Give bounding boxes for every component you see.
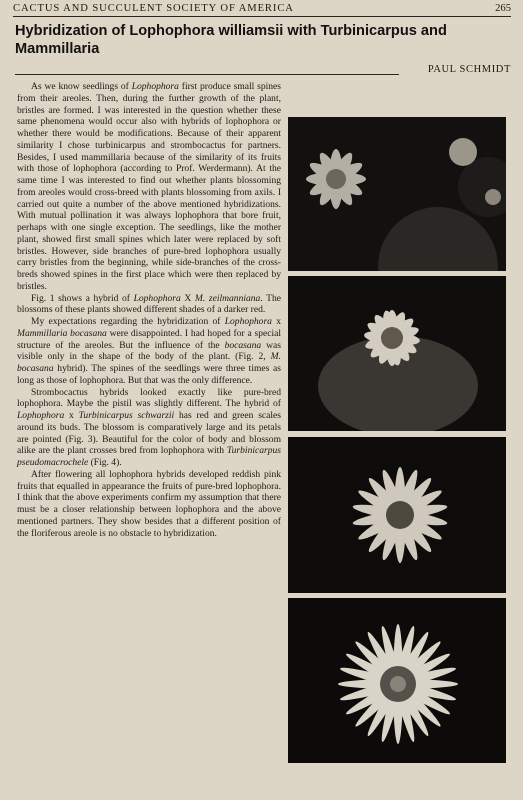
body-paragraph (17, 81, 281, 293)
italic-term: Mammillaria bocasana (17, 327, 107, 339)
header-rule (13, 16, 511, 17)
text-run: X (180, 292, 195, 304)
italic-term: Lophophora (224, 316, 272, 327)
italic-term: Lophophora (17, 410, 65, 421)
text-run: was visible only in the shape of the body of the plant. (Fig. 2, (17, 339, 282, 363)
flower-photo-1 (288, 117, 506, 271)
author-rule (15, 74, 399, 75)
article-body (17, 81, 281, 539)
text-run: x (271, 316, 281, 327)
text-run: . The blossoms of these plants showed different shades of a darker red. (17, 292, 281, 316)
text-run: Strombocactus hybrids looked exactly like pure-bred lophophora. Maybe the pistil was slightly different. The hybrid of (17, 386, 281, 410)
text-run: x (64, 410, 79, 421)
running-header (13, 3, 511, 15)
italic-term: M. zeilmanniana (194, 292, 261, 304)
text-run: As we know seedlings of (31, 81, 132, 92)
journal-name: CACTUS AND SUCCULENT SOCIETY OF AMERICA (13, 3, 294, 14)
italic-term: Turbinicarpus schwarzii (78, 410, 175, 421)
italic-term: M. bocasana (17, 351, 281, 374)
page-number: 265 (495, 3, 511, 14)
text-run: hybrid). The spines of the seedlings were three times as long as those of lophophora. But that was the only difference. (17, 363, 281, 386)
figure-3-photo (288, 437, 506, 593)
flower-photo-3 (288, 437, 506, 593)
italic-term: bocasana (224, 339, 262, 351)
italic-term: Turbinicarpus pseudomacrochele (17, 445, 281, 468)
flower-photo-4 (288, 598, 506, 763)
figure-1-photo (288, 117, 506, 271)
text-run: My expectations regarding the hybridization of (31, 316, 225, 327)
body-paragraph (17, 293, 281, 317)
flower-photo-2 (288, 276, 506, 431)
body-paragraph (17, 387, 281, 469)
article-title: Hybridization of Lophophora williamsii with Turbinicarpus and Mammillaria (15, 23, 447, 57)
author-name: PAUL SCHMIDT (427, 64, 511, 75)
text-run: has red and green scales around its buds. The blossom is comparatively large and its petals are pointed (Fig. 3). Beautiful for the color of body and blossom alike are the plant crosses bred from lophophora with (17, 410, 281, 457)
italic-term: Lophophora (131, 81, 179, 92)
text-run: After flowering all lophophora hybrids developed reddish pink fruits that equalled in appearance the fruits of pure-bred lophophora. I think that the above experiments confirm my assumption that there must be a closer relationship between lophophora and the above mentioned partners. They show besides that a different position of the floriferous areole is no obstacle to hybridization. (17, 468, 281, 539)
body-paragraph (17, 316, 281, 387)
body-paragraph (17, 469, 281, 540)
figure-4-photo (288, 598, 506, 763)
figure-2-photo (288, 276, 506, 431)
text-run: were disappointed. I had hoped for a special structure of the areoles. But the influence of the (17, 327, 281, 351)
text-run: first produce small spines from their areoles. Then, during the further growth of the plant, bristles are formed. I was interested in the question whether these same phenomena would occur also with hybrids of lophophora or whether there would be modifications. Because of their apparent similarity I chose turbinicarpus and strombocactus for partners. Besides, I used mammillaria because of the similarity of its fruits with those of lophophora (according to Prof. Werdermann). At the same time I was interested to find out whether plants blossoming from areoles would cross-breed with plants blossoming from axils. I carried out quite a number of the above mentioned hybridizations. With mutual pollination it was always lophophora that bore fruit, perhaps with one single exception. The seedlings, like the mother plant, showed first small spines which later were replaced by soft bristles. However, side branches of pure-bred lophophora usually carry bristles from the beginning, while side-branches of the cross-breds showed spines in the first place which were then replaced by bristles. (17, 81, 281, 292)
text-run: Fig. 1 shows a hybrid of (31, 292, 134, 304)
italic-term: Lophophora (133, 292, 181, 304)
text-run: (Fig. 4). (88, 457, 122, 468)
